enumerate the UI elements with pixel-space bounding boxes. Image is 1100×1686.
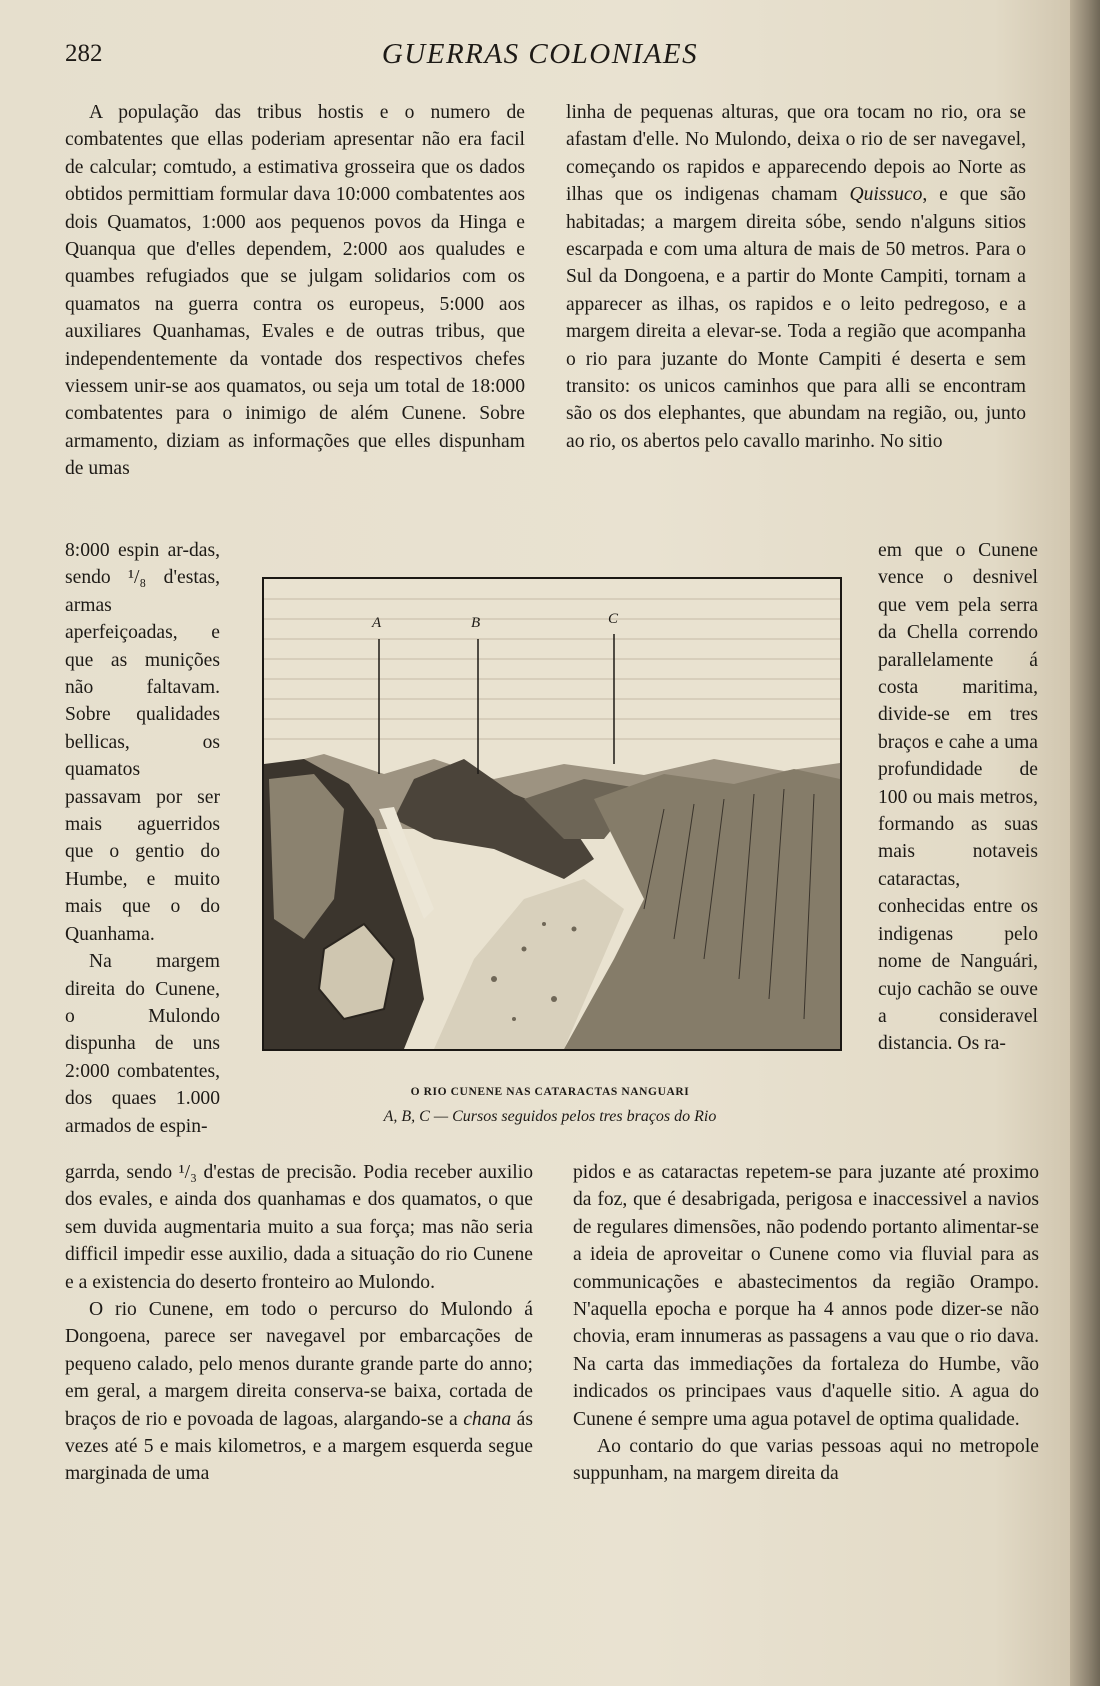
marker-b-label: B <box>471 615 481 631</box>
right-column-wrap <box>878 537 1038 1058</box>
paragraph: A população das tribus hostis e o numero de combatentes que ellas poderiam apresentar não era facil de calcular; comtudo, a estimativa grosseira que os dados obtidos permittiam formular dava 10:000 combatentes aos dois Quamatos, 1:000 aos pequenos povos da Hinga e Quanqua que d'elles dependem, 2:000 aos qualudes e quambes refugiados que se julgam solidarios com os quamatos na guerra contra os europeus, 5:000 aos auxiliares Quanhamas, Evales e de outras tribus, que independentemente da vontade dos respectivos chefes viessem unir-se aos quamatos, ou seja um total de 18:000 combatentes para o inimigo de além Cunene. Sobre armamento, diziam as informações que elles dispunham de umas <box>65 102 525 480</box>
waterfall-illustration <box>264 579 840 1049</box>
italic-term: Quissuco <box>849 184 923 206</box>
paragraph-text: ás vezes até 5 e mais kilometros, e a margem esquerda segue marginada de uma <box>65 1408 533 1485</box>
page-edge-shadow <box>1070 0 1100 1686</box>
paragraph <box>65 1296 533 1488</box>
italic-term: chana <box>463 1408 512 1430</box>
engraving-figure <box>262 577 842 1051</box>
right-column-top <box>566 99 1026 455</box>
right-column-bottom <box>573 1159 1039 1488</box>
paragraph: garrda, sendo ¹/₃ d'estas de precisão. Podia receber auxilio dos evales, e ainda dos quanhamas e dos quamatos, o que sem duvida augmentaria muito a sua força; mas não seria difficil impedir esse auxilio, dada a situação do rio Cunene e a existencia do deserto fronteiro ao Mulondo. <box>65 1162 533 1293</box>
paragraph: Na margem direita do Cunene, o Mulondo dispunha de uns 2:000 combatentes, dos quaes 1.000 armados de espin- <box>65 951 220 1137</box>
marker-a-label: A <box>372 615 382 631</box>
left-column-top <box>65 99 525 483</box>
running-title: GUERRAS COLONIAES <box>381 38 699 70</box>
marker-c-label: C <box>608 611 619 627</box>
figure-caption-title: O RIO CUNENE NAS CATARACTAS NANGUARI <box>410 1086 690 1098</box>
paragraph: em que o Cunene vence o desnivel que vem pela serra da Chella correndo parallelamente á costa maritima, divide-se em tres braços e cahe a uma profundidade de 100 ou mais metros, formando as suas mais notaveis cataractas, conhecidas entre os indigenas pelo nome de Nanguári, cujo cachão se ouve a consideravel distancia. Os ra- <box>878 540 1038 1055</box>
paragraph <box>566 99 1026 455</box>
paragraph: pidos e as cataractas repetem-se para juzante até proximo da foz, que é desabrigada, perigosa e inaccessivel a navios de regulares dimensões, não podendo portanto alimentar-se a ideia de aproveitar o Cunene como via fluvial para as communicações e abastecimentos da região Orampo. N'aquella epocha e porque ha 4 annos pode dizer-se não chovia, eram innumeras as passagens a vau que o rio dava. Na carta das immediações da fortaleza do Humbe, vão indicados os principaes vaus d'aquelle sitio. A agua do Cunene é sempre uma agua potavel de optima qualidade. <box>573 1162 1039 1430</box>
paragraph: Ao contario do que varias pessoas aqui no metropole suppunham, na margem direita da <box>573 1436 1039 1485</box>
paragraph-text: O rio Cunene, em todo o percurso do Mulondo á Dongoena, parece ser navegavel por embarcações de pequeno calado, pelo menos durante grande parte do anno; em geral, a margem direita conserva-se baixa, cortada de braços de rio e povoada de lagoas, alargando-se a <box>65 1299 533 1430</box>
left-column-wrap <box>65 537 220 1140</box>
left-column-bottom <box>65 1159 533 1488</box>
paragraph-text: linha de pequenas alturas, que ora tocam no rio, ora se afastam d'elle. No Mulondo, deixa o rio de ser navegavel, começando os rapidos e apparecendo depois ao Norte as ilhas que os indigenas chamam <box>566 102 1026 206</box>
page-number: 282 <box>65 40 103 67</box>
paragraph: 8:000 espin ar-das, sendo ¹/₈ d'estas, armas aperfeiçoadas, e que as munições não faltavam. Sobre qualidades bellicas, os quamatos passavam por ser mais aguerridos que o gentio do Humbe, e muito mais que o do Quanhama. <box>65 540 220 945</box>
figure-caption-subtitle: A, B, C — Cursos seguidos pelos tres braços do Rio <box>383 1108 717 1125</box>
paragraph-text: , e que são habitadas; a margem direita sóbe, sendo n'alguns sitios escarpada e com uma altura de mais de 50 metros. Para o Sul da Dongoena, e a partir do Monte Campiti, tornam a apparecer as ilhas, os rapidos e o leito pedregoso, e a margem direita a elevar-se. Toda a região que acompanha o rio para juzante do Monte Campiti é deserta e sem transito: os unicos caminhos que para alli se encontram são os dos elephantes, que abundam na região, ou, junto ao rio, os abertos pelo cavallo marinho. No sitio <box>566 184 1026 452</box>
